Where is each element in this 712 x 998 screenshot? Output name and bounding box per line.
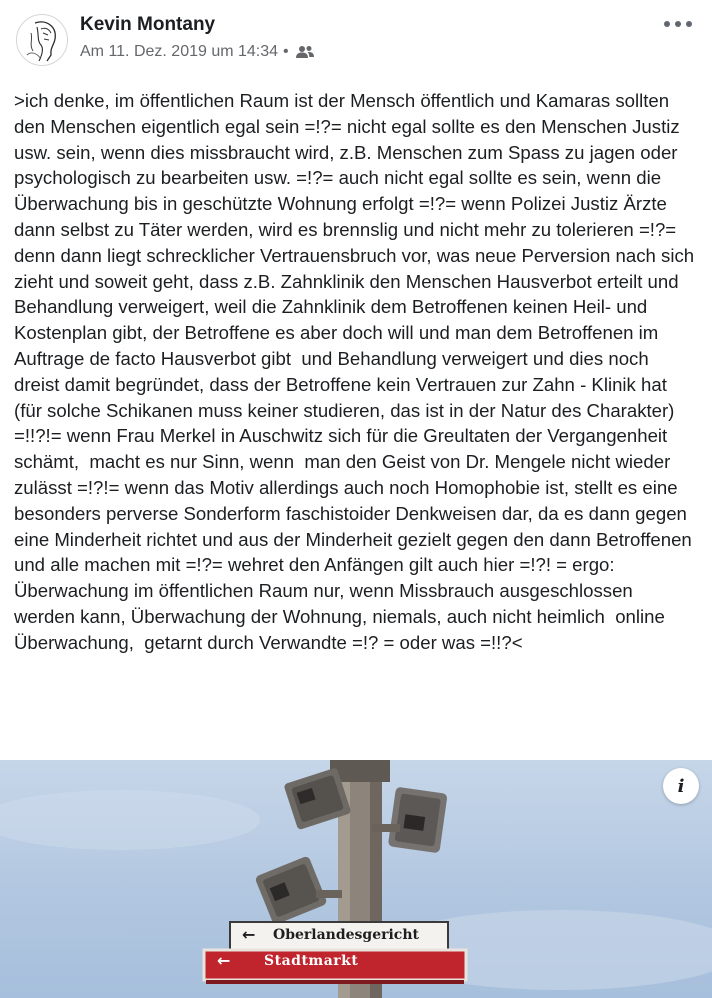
author-avatar[interactable]: [16, 14, 68, 66]
post-header: [0, 0, 712, 80]
more-dot: [675, 21, 681, 27]
info-button[interactable]: i: [663, 768, 699, 804]
sign-stadtmarkt: Stadtmarkt: [264, 953, 359, 969]
more-options-icon[interactable]: [664, 16, 692, 32]
author-name[interactable]: Kevin Montany: [80, 14, 216, 35]
more-dot: [664, 21, 670, 27]
friends-icon[interactable]: [296, 45, 314, 59]
post-text: >ich denke, im öffentlichen Raum ist der Mensch öffentlich und Kamaras sollten den Menschen eigentlich egal sein =!?= nicht egal sollte es den Menschen Justiz usw. sein, wenn dies missbraucht wird, z.B. Menschen zum Spass zu jagen oder psychologisch zu bearbeiten usw. =!?= auch nicht egal sollte es sein, wenn die Überwachung bis in geschützte Wohnung erfolgt =!?= wenn Polizei Justiz Ärzte dann selbst zu Täter werden, wird es brennslig und nicht mehr zu tolerieren =!?= denn dann liegt schrecklicher Vertrauensbruch vor, was neue Perversion nach sich zieht und soweit geht, dass z.B. Zahnklinik den Menschen Hausverbot erteilt und Behandlung verweigert, weil die Zahnklinik dem Betroffenen keinen Heil- und Kostenplan gibt, der Betroffene es aber doch will und man dem Betroffenen im Auftrage de facto Hausverbot gibt und Behandlung verweigert und dies noch dreist damit begründet, dass der Betroffene kein Vertrauen zur Zahn - Klinik hat (für solche Schikanen muss keiner studieren, das ist in der Natur des Charakter) =!!?!= wenn Frau Merkel in Auschwitz sich für die Greultaten der Vergangenheit schämt, macht es nur Sinn, wenn man den Geist von Dr. Mengele nicht wieder zulässt =!?!= wenn das Motiv allerdings auch noch Homophobie ist, stellt es eine besonders perverse Sonderform faschistoider Denkweisen dar, da es dann gegen eine Minderheit richtet und aus der Minderheit gezielt gegen den dann Betroffenen und alle machen mit =!?= wehret den Anfängen gilt auch hier =!?! = ergo: Überwachung im öffentlichen Raum nur, wenn Missbrauch ausgeschlossen werden kann, Überwachung der Wohnung, niemals, auch nicht heimlich online Überwachung, getarnt durch Verwandte =!? = oder was =!!?<: [14, 90, 700, 653]
sign-arrow-icon: ←: [242, 925, 256, 944]
more-dot: [686, 21, 692, 27]
sign-oberlandesgericht: Oberlandesgericht: [273, 927, 419, 943]
post-timestamp[interactable]: Am 11. Dez. 2019 um 14:34: [80, 43, 279, 60]
meta-separator: •: [283, 43, 289, 60]
sign-arrow-icon: ←: [217, 951, 231, 970]
post-meta: [80, 43, 314, 61]
